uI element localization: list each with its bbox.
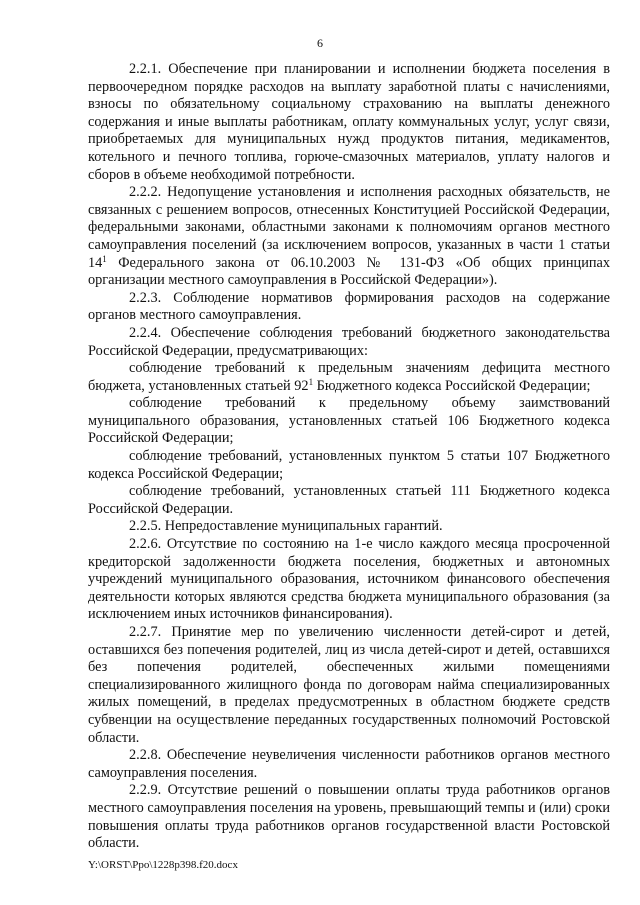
requirement-item-1-text-a: соблюдение требований к предельным значениям дефицита местного бюджета, установленных статьей 92 [88,360,610,394]
paragraph-2-2-2-text-b: Федерального закона от 06.10.2003 № 131-ФЗ «Об общих принципах организации местного самоуправления в Российской Федерации»). [88,254,610,289]
requirement-item-1 [88,360,610,395]
paragraph-2-2-2 [88,184,610,290]
paragraph-2-2-9: 2.2.9. Отсутствие решений о повышении оплаты труда работников органов местного самоуправления поселения на уровень, превышающий темпы и (или) сроки повышения оплаты труда работников органов государственной власти Ростовской области. [88,782,610,852]
paragraph-2-2-2-text-a: 2.2.2. Недопущение установления и исполнения расходных обязательств, не связанных с решением вопросов, отнесенных Конституцией Российской Федерации, федеральными законами, областными законами к полномочиям органов местного самоуправления поселений (за исключением вопросов, указанных в части 1 статьи 14 [88,184,610,271]
paragraph-2-2-3: 2.2.3. Соблюдение нормативов формирования расходов на содержание органов местного самоуправления. [88,289,610,324]
footer-file-path: Y:\ORST\Ppo\1228p398.f20.docx [88,859,238,871]
paragraph-2-2-7: 2.2.7. Принятие мер по увеличению численности детей-сирот и детей, оставшихся без попечения родителей, лиц из числа детей-сирот и детей, оставшихся без попечения родителей, обеспеченных жилыми помещениями специализированного жилищного фонда по договорам найма специализированных жилых помещений, в пределах предусмотренных в областном бюджете средств субвенции на осуществление переданных государственных полномочий Ростовской области. [88,624,610,746]
superscript: 1 [102,253,107,264]
paragraph-2-2-8: 2.2.8. Обеспечение неувеличения численности работников органов местного самоуправления поселения. [88,747,610,781]
page-number: 6 [317,36,323,50]
requirement-item-2: соблюдение требований к предельному объему заимствований муниципального образования, установленных статьей 106 Бюджетного кодекса Российской Федерации; [88,395,610,447]
document-body [88,61,610,853]
requirement-item-3: соблюдение требований, установленных пунктом 5 статьи 107 Бюджетного кодекса Российской Федерации; [88,448,610,482]
requirement-item-4: соблюдение требований, установленных статьей 111 Бюджетного кодекса Российской Федерации. [88,483,610,517]
paragraph-2-2-1: 2.2.1. Обеспечение при планировании и исполнении бюджета поселения в первоочередном порядке расходов на выплату заработной платы с начислениями, взносы по обязательному социальному страхованию на выплаты денежного содержания и иные выплаты работникам, оплату коммунальных услуг, услуг связи, приобретаемых для муниципальных нужд продуктов питания, медикаментов, котельного и печного топлива, горюче-смазочных материалов, уплату налогов и сборов в объеме необходимой потребности. [88,61,610,183]
requirement-item-1-text-b: Бюджетного кодекса Российской Федерации; [313,377,591,394]
paragraph-2-2-4: 2.2.4. Обеспечение соблюдения требований бюджетного законодательства Российской Федерации, предусматривающих: [88,324,610,359]
paragraph-2-2-5: 2.2.5. Непредоставление муниципальных гарантий. [129,518,443,535]
paragraph-2-2-6: 2.2.6. Отсутствие по состоянию на 1-е число каждого месяца просроченной кредиторской задолженности бюджета поселения, бюджетных и автономных учреждений муниципального образования, источником финансового обеспечения деятельности которых являются средства бюджета муниципального образования (за исключением иных источников финансирования). [88,536,610,623]
superscript: 1 [308,376,314,387]
